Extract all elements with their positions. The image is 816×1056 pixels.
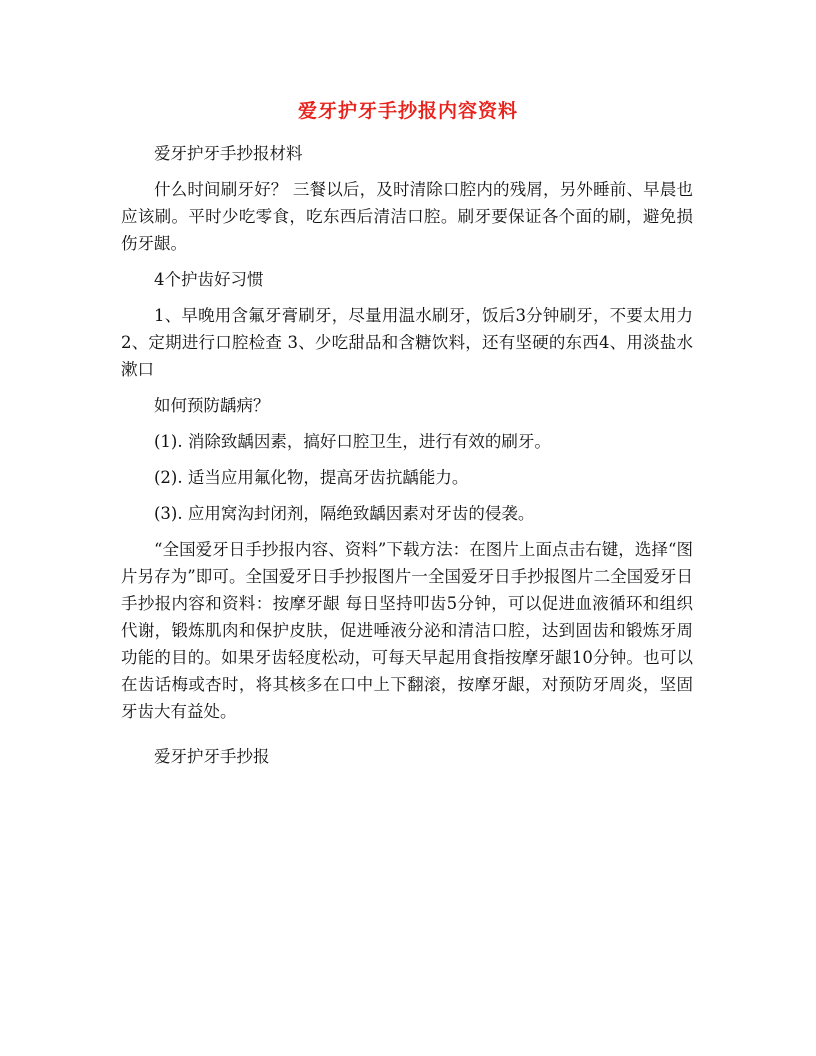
paragraph-materials-heading: 爱牙护牙手抄报材料 — [154, 144, 303, 163]
paragraph-habits-heading: 4个护齿好习惯 — [154, 270, 264, 289]
paragraph-prevention-1: (1). 消除致龋因素，搞好口腔卫生，进行有效的刷牙。 — [154, 432, 551, 451]
paragraph-habits-list: 1、早晚用含氟牙膏刷牙，尽量用温水刷牙，饭后3分钟刷牙，不要太用力2、定期进行口腔检查 3、少吃甜品和含糖饮料，还有坚硬的东西4、用淡盐水漱口 — [121, 306, 693, 379]
paragraph-download-info: “全国爱牙日手抄报内容、资料”下载方法：在图片上面点击右键，选择“图片另存为”即可。全国爱牙日手抄报图片一全国爱牙日手抄报图片二全国爱牙日手抄报内容和资料：按摩牙龈 每日坚持叩齿5分钟，可以促进血液循环和组织代谢，锻炼肌肉和保护皮肤，促进唾液分泌和清洁口腔，达到固齿和锻炼牙周功能的目的。如果牙齿轻度松动，可每天早起用食指按摩牙龈10分钟。也可以在齿话梅或杏时，将其核多在口中上下翻滚，按摩牙龈，对预防牙周炎，坚固牙齿大有益处。 — [121, 540, 693, 721]
document-title: 爱牙护牙手抄报内容资料 — [297, 100, 518, 122]
paragraph-prevention-2: (2). 适当应用氟化物，提高牙齿抗龋能力。 — [154, 468, 469, 487]
document-body — [121, 140, 693, 779]
paragraph-prevention-heading: 如何预防龋病？ — [154, 396, 270, 415]
paragraph-prevention-3: (3). 应用窝沟封闭剂，隔绝致龋因素对牙齿的侵袭。 — [154, 504, 535, 523]
paragraph-brushing-time: 什么时间刷牙好？ 三餐以后，及时清除口腔内的残屑，另外睡前、早晨也应该刷。平时少吃零食，吃东西后清洁口腔。刷牙要保证各个面的刷，避免损伤牙龈。 — [121, 180, 693, 253]
paragraph-final-heading: 爱牙护牙手抄报 — [154, 747, 270, 766]
